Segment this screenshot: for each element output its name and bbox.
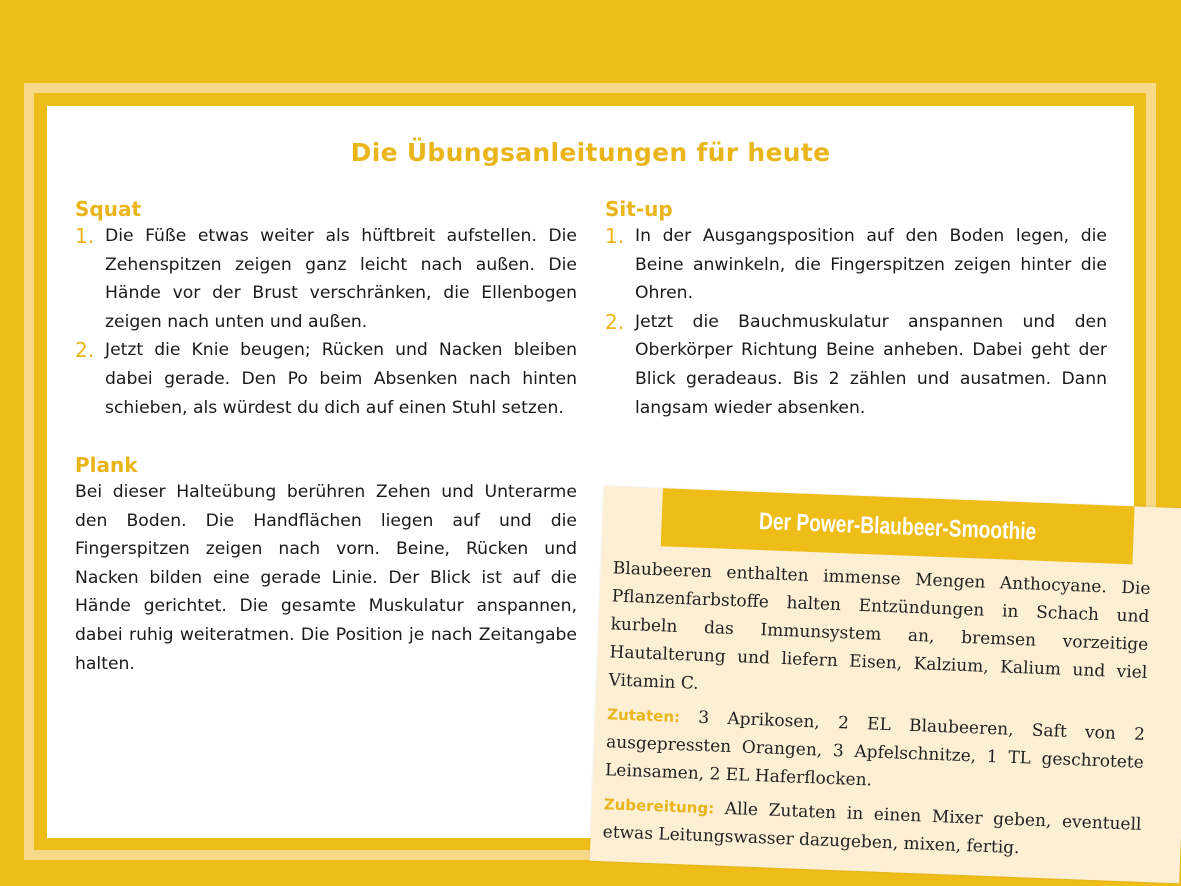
prep-label: Zubereitung: xyxy=(603,795,715,818)
situp-section xyxy=(605,196,1107,422)
plank-heading: Plank xyxy=(75,453,138,477)
step-number: 1. xyxy=(605,224,625,248)
smoothie-intro: Blaubeeren enthalten immense Mengen Anthocyane. Die Pflanzenfarbstoffe halten Entzündungen in Schach und kurbeln das Immunsystem an, bremsen vorzeitige Hautalterung und liefern Eisen, Kalzium, Kalium und viel Vitamin C. xyxy=(608,558,1151,694)
step-number: 2. xyxy=(75,338,95,363)
squat-step xyxy=(75,222,577,336)
squat-section xyxy=(75,196,577,422)
page-title: Die Übungsanleitungen für heute xyxy=(350,138,831,167)
step-text: In der Ausgangsposition auf den Boden legen, die Beine anwinkeln, die Fingerspitzen zeigen hinter die Ohren. xyxy=(635,226,1107,304)
smoothie-title: Der Power-Blaubeer-Smoothie xyxy=(661,488,1135,564)
step-number: 2. xyxy=(605,309,625,334)
plank-text: Bei dieser Halteübung berühren Zehen und Unterarme den Boden. Die Handflächen liegen auf und die Fingerspitzen zeigen nach vorn. Beine, Rücken und Nacken bilden eine gerade Linie. Der Blick ist auf die Hände gerichtet. Die gesamte Muskulatur anspannen, dabei ruhig weiteratmen. Die Position je nach Zeitangabe halten. xyxy=(75,482,577,674)
step-number: 1. xyxy=(75,224,95,248)
step-text: Jetzt die Bauchmuskulatur anspannen und den Oberkörper Richtung Beine anheben. Dabei geht der Blick geradeaus. Bis 2 zählen und ausatmen. Dann langsam wieder absenken. xyxy=(635,311,1107,418)
ingredients-label: Zutaten: xyxy=(606,705,681,727)
squat-step xyxy=(75,336,577,422)
situp-step xyxy=(605,222,1107,308)
ingredients-text: 3 Aprikosen, 2 EL Blaubeeren, Saft von 2 ausgepressten Orangen, 3 Apfelschnitze, 1 TL geschrotete Leinsamen, 2 EL Haferflocken. xyxy=(604,707,1146,791)
prep-text: Alle Zutaten in einen Mixer geben, eventuell etwas Leitungswasser dazugeben, mixen, fertig. xyxy=(602,798,1142,859)
step-text: Die Füße etwas weiter als hüftbreit aufstellen. Die Zehenspitzen zeigen ganz leicht nach außen. Die Hände vor der Brust verschränken, die Ellenbogen zeigen nach unten und außen. xyxy=(105,226,577,332)
step-text: Jetzt die Knie beugen; Rücken und Nacken bleiben dabei gerade. Den Po beim Absenken nach hinten schieben, als würdest du dich auf einen Stuhl setzen. xyxy=(105,340,577,418)
situp-step xyxy=(605,308,1107,422)
smoothie-ingredients xyxy=(605,700,1146,805)
smoothie-card xyxy=(590,486,1181,883)
squat-heading: Squat xyxy=(75,197,142,221)
plank-section xyxy=(75,452,577,678)
situp-heading: Sit-up xyxy=(605,197,673,221)
